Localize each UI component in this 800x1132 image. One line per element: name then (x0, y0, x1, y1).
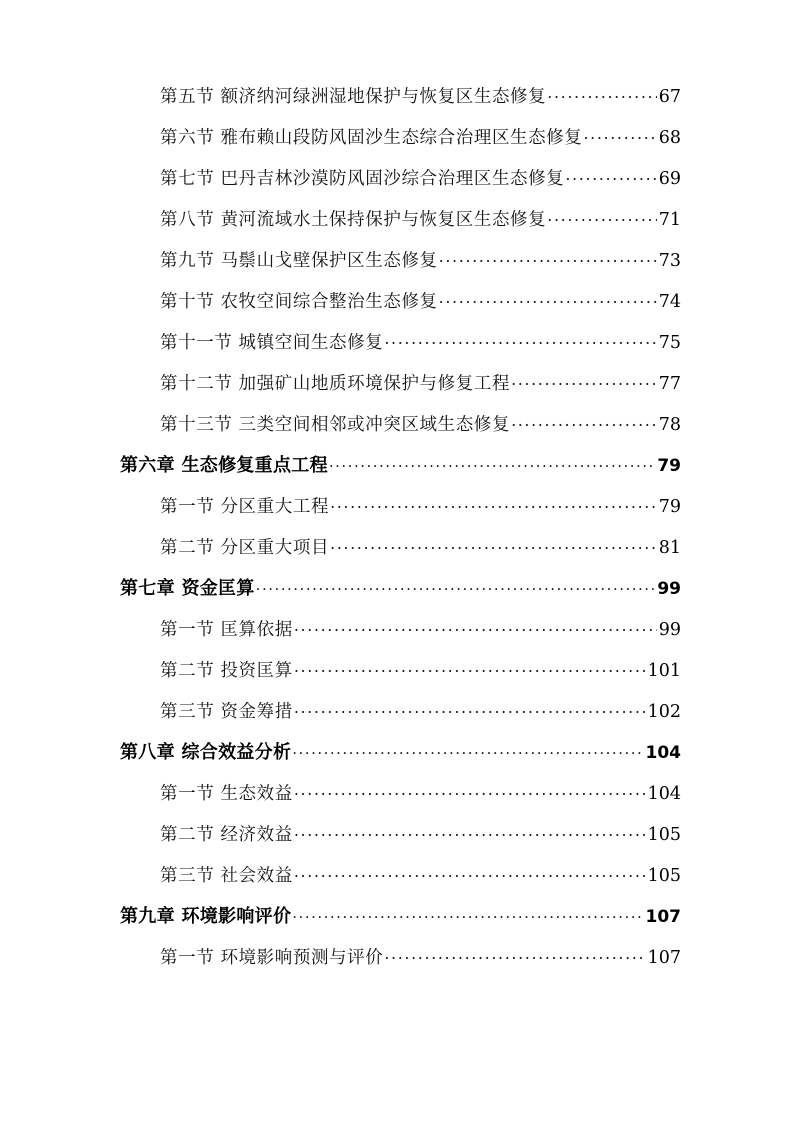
toc-entry-title: 第十节 农牧空间综合整治生态修复 (160, 292, 438, 312)
toc-entry-section[interactable] (0, 373, 800, 414)
toc-entry-title: 第二节 分区重大项目 (160, 538, 330, 558)
toc-entry-title: 第八节 黄河流域水土保持保护与恢复区生态修复 (160, 210, 547, 230)
toc-dot-leader (329, 455, 655, 471)
toc-dot-leader (547, 86, 656, 102)
toc-dot-leader (384, 947, 645, 963)
toc-entry-section[interactable] (0, 496, 800, 537)
toc-dot-leader (511, 414, 657, 430)
toc-entry-page-number: 104 (647, 784, 681, 804)
toc-entry-chapter[interactable] (0, 578, 800, 619)
toc-dot-leader (292, 906, 643, 922)
toc-entry-chapter[interactable] (0, 742, 800, 783)
toc-entry-title: 第六章 生态修复重点工程 (120, 455, 328, 476)
toc-entry-section[interactable] (0, 660, 800, 701)
toc-entry-page-number: 81 (658, 538, 681, 558)
toc-entry-section[interactable] (0, 619, 800, 660)
toc-entry-page-number: 71 (658, 210, 681, 230)
toc-entry-page-number: 101 (647, 661, 681, 681)
toc-dot-leader (439, 250, 657, 266)
toc-entry-title: 第十一节 城镇空间生态修复 (160, 333, 384, 353)
toc-entry-section[interactable] (0, 783, 800, 824)
toc-entry-section[interactable] (0, 250, 800, 291)
toc-dot-leader (294, 660, 646, 676)
toc-entry-section[interactable] (0, 701, 800, 742)
toc-dot-leader (583, 127, 656, 143)
toc-dot-leader (294, 865, 646, 881)
toc-entry-title: 第二节 投资匡算 (160, 661, 293, 681)
toc-entry-page-number: 104 (645, 743, 681, 763)
toc-entry-title: 第七章 资金匡算 (120, 578, 255, 599)
toc-entry-section[interactable] (0, 865, 800, 906)
toc-dot-leader (294, 783, 646, 799)
toc-entry-page-number: 99 (657, 579, 681, 599)
toc-entry-page-number: 79 (657, 456, 681, 476)
toc-entry-title: 第一节 环境影响预测与评价 (160, 948, 384, 968)
toc-entry-title: 第十三节 三类空间相邻或冲突区域生态修复 (160, 415, 511, 435)
toc-entry-page-number: 73 (658, 251, 681, 271)
toc-entry-title: 第一节 生态效益 (160, 784, 293, 804)
toc-entry-page-number: 75 (658, 333, 681, 353)
toc-entry-section[interactable] (0, 168, 800, 209)
toc-dot-leader (565, 168, 656, 184)
toc-entry-section[interactable] (0, 127, 800, 168)
toc-dot-leader (294, 701, 646, 717)
toc-entry-title: 第六节 雅布赖山段防风固沙生态综合治理区生态修复 (160, 128, 583, 148)
toc-entry-section[interactable] (0, 332, 800, 373)
toc-entry-section[interactable] (0, 209, 800, 250)
toc-entry-chapter[interactable] (0, 906, 800, 947)
toc-entry-section[interactable] (0, 824, 800, 865)
toc-entry-page-number: 105 (647, 866, 681, 886)
toc-entry-title: 第一节 匡算依据 (160, 620, 293, 640)
toc-entry-page-number: 77 (658, 374, 681, 394)
toc-entry-page-number: 105 (647, 825, 681, 845)
toc-entry-page-number: 67 (658, 87, 681, 107)
table-of-contents (0, 86, 800, 988)
toc-entry-chapter[interactable] (0, 455, 800, 496)
toc-entry-section[interactable] (0, 947, 800, 988)
toc-entry-page-number: 68 (658, 128, 681, 148)
toc-dot-leader (294, 619, 657, 635)
toc-entry-title: 第三节 资金筹措 (160, 702, 293, 722)
toc-entry-title: 第八章 综合效益分析 (120, 742, 292, 763)
toc-dot-leader (547, 209, 656, 225)
toc-entry-title: 第九节 马鬃山戈壁保护区生态修复 (160, 251, 438, 271)
toc-dot-leader (439, 291, 657, 307)
toc-dot-leader (384, 332, 656, 348)
toc-entry-title: 第一节 分区重大工程 (160, 497, 330, 517)
toc-entry-page-number: 74 (658, 292, 681, 312)
toc-entry-title: 第五节 额济纳河绿洲湿地保护与恢复区生态修复 (160, 87, 547, 107)
toc-dot-leader (256, 578, 656, 594)
toc-entry-page-number: 107 (645, 907, 681, 927)
toc-dot-leader (330, 496, 657, 512)
toc-entry-title: 第十二节 加强矿山地质环境保护与修复工程 (160, 374, 511, 394)
toc-entry-section[interactable] (0, 291, 800, 332)
toc-entry-page-number: 107 (647, 948, 681, 968)
toc-entry-page-number: 99 (658, 620, 681, 640)
toc-entry-section[interactable] (0, 414, 800, 455)
toc-entry-title: 第三节 社会效益 (160, 866, 293, 886)
toc-entry-page-number: 102 (647, 702, 681, 722)
toc-dot-leader (511, 373, 657, 389)
toc-dot-leader (292, 742, 643, 758)
toc-entry-title: 第二节 经济效益 (160, 825, 293, 845)
toc-entry-page-number: 69 (658, 169, 681, 189)
toc-dot-leader (330, 537, 657, 553)
toc-entry-title: 第九章 环境影响评价 (120, 906, 292, 927)
toc-entry-title: 第七节 巴丹吉林沙漠防风固沙综合治理区生态修复 (160, 169, 565, 189)
toc-dot-leader (294, 824, 646, 840)
toc-entry-page-number: 79 (658, 497, 681, 517)
toc-entry-page-number: 78 (658, 415, 681, 435)
toc-entry-section[interactable] (0, 86, 800, 127)
toc-entry-section[interactable] (0, 537, 800, 578)
